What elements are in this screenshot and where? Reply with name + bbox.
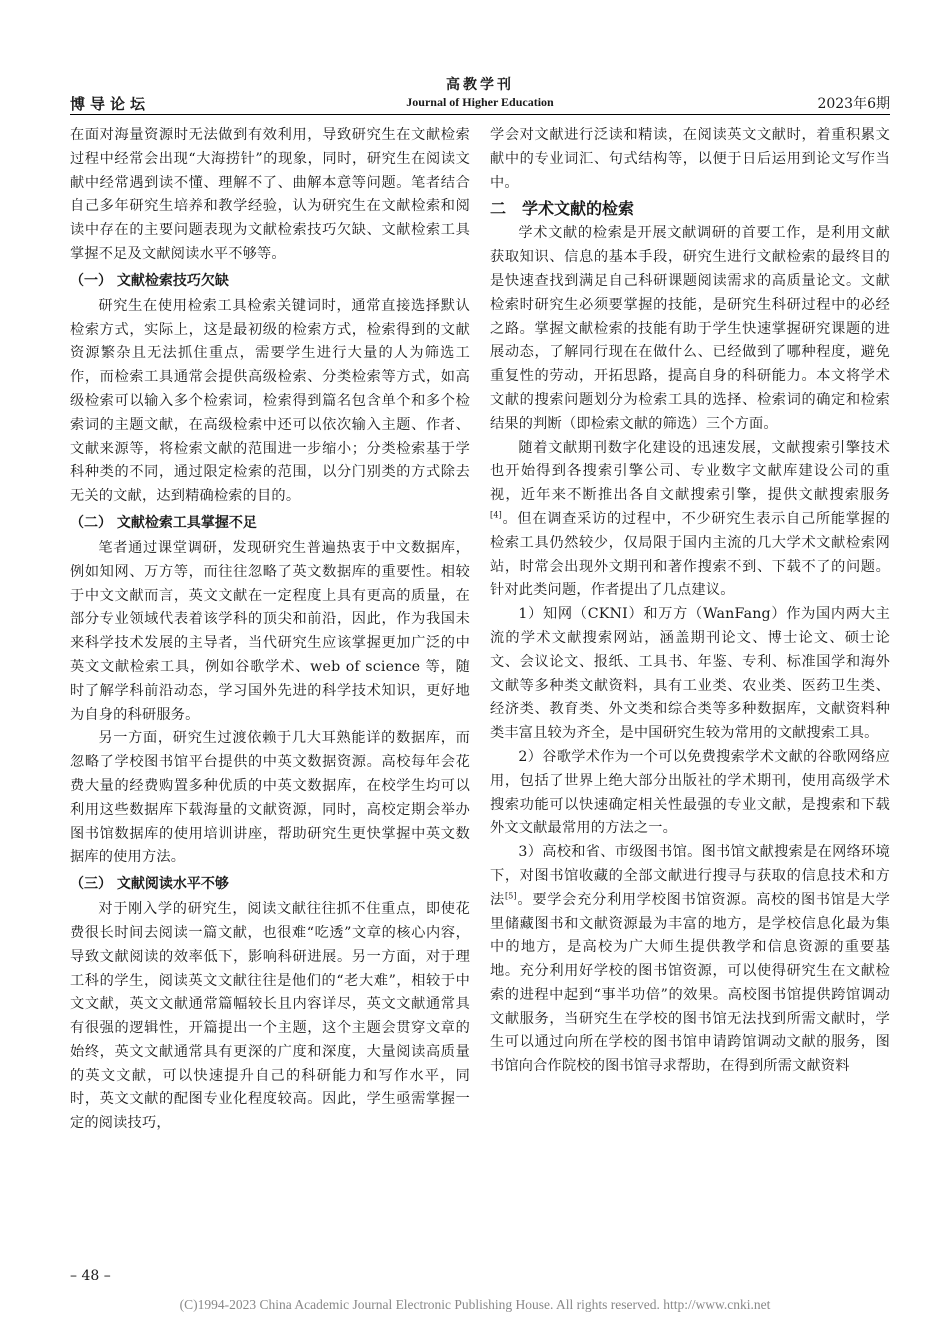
paragraph-text: 3）高校和省、市级图书馆。图书馆文献搜索是在网络环境下，对图书馆收藏的全部文献进行搜寻与获取的信息技术和方法 — [490, 844, 890, 908]
section-heading: 二 学术文献的检索 — [490, 199, 635, 219]
journal-title-en: Journal of Higher Education — [406, 95, 554, 109]
citation-ref: [4] — [490, 510, 502, 520]
journal-title-cn: 高教学刊 — [446, 77, 514, 93]
paragraph: 笔者通过课堂调研，发现研究生普遍热衷于中文数据库，例如知网、万方等，而往往忽略了英文数据库的重要性。相较于中文文献而言，英文文献在一定程度上具有更高的质量，在部分专业领域代表着该学科的顶尖和前沿，因此，作为我国未来科学技术发展的主导者，当代研究生应该掌握更加广泛的中英文文献检索工具，例如谷歌学术、web of science 等，随时了解学科前沿动态，学习国外先进的科学技术知识，更好地为自身的科研服务。 — [70, 539, 470, 723]
paragraph: 另一方面，研究生过渡依赖于几大耳熟能详的数据库，而忽略了学校图书馆平台提供的中英文数据资源。高校每年会花费大量的经费购置多种优质的中英文数据库，在校学生均可以利用这些数据库下载海量的文献资源，同时，高校定期会举办图书馆数据库的使用培训讲座，帮助研究生更快掌握中英文数据库的使用方法。 — [70, 730, 470, 866]
paragraph: 对于刚入学的研究生，阅读文献往往抓不住重点，即使花费很长时间去阅读一篇文献，也很难“吃透”文章的核心内容，导致文献阅读的效率低下，影响科研进展。另一方面，对于理工科的学生，阅读英文文献往往是他们的“老大难”，相较于中文文献，英文文献通常篇幅较长且内容详尽，英文文献通常具有很强的逻辑性，开篇提出一个主题，这个主题会贯穿文章的始终，英文文献通常具有更深的广度和深度，大量阅读高质量的英文文献，可以快速提升自己的科研能力和写作水平，同时，英文文献的配图专业化程度较高。因此，学生亟需掌握一定的阅读技巧， — [70, 901, 470, 1132]
page-number: – 48 – — [70, 1268, 111, 1284]
paragraph: 2）谷歌学术作为一个可以免费搜索学术文献的谷歌网络应用，包括了世界上绝大部分出版社的学术期刊，使用高级学术搜索功能可以快速确定相关性最强的专业文献，是搜索和下载外文文献最常用的方法之一。 — [490, 748, 890, 837]
issue-label: 2023年6期 — [817, 96, 890, 112]
subheading: （一） 文献检索技巧欠缺 — [70, 272, 229, 289]
paragraph-text: 随着文献期刊数字化建设的迅速发展，文献搜索引擎技术也开始得到各搜索引擎公司、专业数字文献库建设公司的重视，近年来不断推出各自文献搜索引擎，提供文献搜索服务 — [490, 439, 890, 504]
copyright-footer: (C)1994-2023 China Academic Journal Electronic Publishing House. All rights reserved. http://www.cnki.net — [179, 1297, 771, 1312]
right-column — [490, 124, 890, 1079]
paragraph: 学术文献的检索是开展文献调研的首要工作，是利用文献获取知识、信息的基本手段，研究生进行文献检索的最终目的是快速查找到满足自己科研课题阅读需求的高质量论文。文献检索时研究生必须要掌握的技能，是研究生科研过程中的必经之路。掌握文献检索的技能有助于学生快速掌握研究课题的进展动态，了解同行现在在做什么、已经做到了哪种程度，避免重复性的劳动，开拓思路，提高自身的科研能力。本文将学术文献的搜索问题划分为检索工具的选择、检索词的确定和检索结果的判断（即检索文献的筛选）三个方面。 — [490, 225, 890, 432]
subheading: （二） 文献检索工具掌握不足 — [70, 514, 257, 531]
paragraph: 学会对文献进行泛读和精读，在阅读英文文献时，着重积累文献中的专业词汇、句式结构等，以便于日后运用到论文写作当中。 — [490, 127, 890, 191]
paragraph: 1）知网（CKNI）和万方（WanFang）作为国内两大主流的学术文献搜索网站，涵盖期刊论文、博士论文、硕士论文、会议论文、报纸、工具书、年鉴、专利、标准国学和海外文献等多种类文献资料，具有工业类、农业类、医药卫生类、经济类、教育类、外文类和综合类等多种数据库，文献资料种类丰富且较为齐全，是中国研究生较为常用的文献搜索工具。 — [490, 606, 890, 742]
paragraph-text: 。但在调查采访的过程中，不少研究生表示自己所能掌握的检索工具仍然较少，仅局限于国内主流的几大学术文献检索网站，时常会出现外文期刊和著作搜索不到、下载不了的问题。针对此类问题，作者提出了几点建议。 — [490, 510, 890, 599]
paragraph — [490, 841, 890, 1079]
subheading: （三） 文献阅读水平不够 — [70, 876, 229, 893]
paragraph: 研究生在使用检索工具检索关键词时，通常直接选择默认检索方式，实际上，这是最初级的检索方式，检索得到的文献资源繁杂且无法抓住重点，需要学生进行大量的人为筛选工作，而检索工具通常会提供高级检索、分类检索等方式，如高级检索可以输入多个检索词，检索得到篇名包含单个和多个检索词的主题文献，在高级检索中还可以依次输入主题、作者、文献来源等，将检索文献的范围进一步缩小；分类检索基于学科种类的不同，通过限定检索的范围，以分门别类的方式除去无关的文献，达到精确检索的目的。 — [70, 297, 470, 505]
column-name: 博导论坛 — [70, 95, 151, 113]
paragraph-text: 。要学会充分利用学校图书馆资源。高校的图书馆是大学里储藏图书和文献资源最为丰富的地方，是学校信息化最为集中的地方，是高校为广大师生提供教学和信息资源的重要基地。充分利用好学校的图书馆资源，可以使得研究生在文献检索的进程中起到“事半功倍”的效果。高校图书馆提供跨馆调动文献服务，当研究生在学校的图书馆无法找到所需文献时，学生可以通过向所在学校的图书馆申请跨馆调动文献的服务，图书馆向合作院校的图书馆寻求帮助，在得到所需文献资料 — [490, 891, 890, 1075]
citation-ref: [5] — [504, 890, 517, 900]
page-header — [70, 74, 890, 116]
left-column — [70, 124, 470, 1136]
paragraph — [490, 437, 890, 604]
header-rule — [70, 114, 890, 115]
paragraph: 在面对海量资源时无法做到有效利用，导致研究生在文献检索过程中经常会出现“大海捞针”的现象，同时，研究生在阅读文献中经常遇到读不懂、理解不了、曲解本意等问题。笔者结合自己多年研究生培养和教学经验，认为研究生在文献检索和阅读中存在的主要问题表现为文献检索技巧欠缺、文献检索工具掌握不足及文献阅读水平不够等。 — [70, 127, 470, 262]
